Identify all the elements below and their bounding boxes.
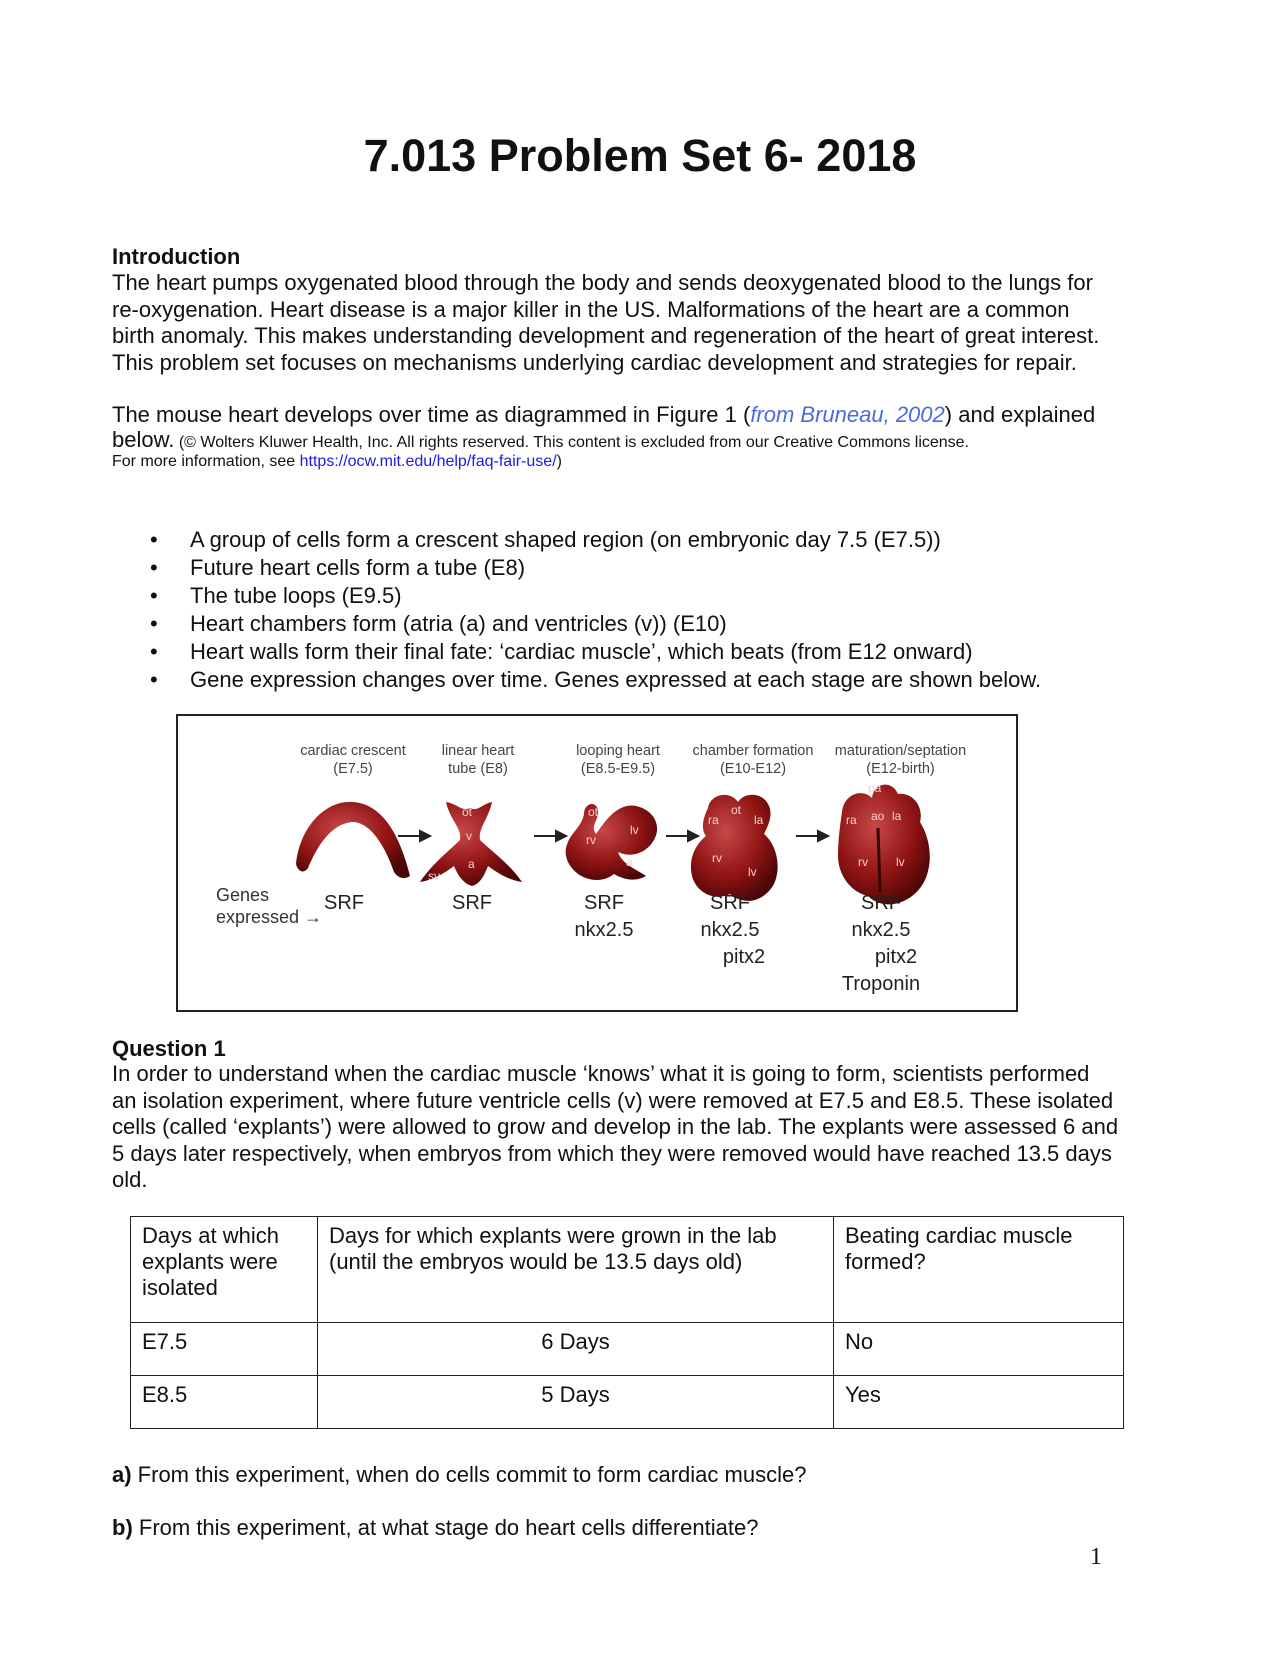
arrow-icon xyxy=(666,831,698,841)
stage-time: (E10-E12) xyxy=(719,761,787,777)
list-item-text: Heart walls form their final fate: ‘cardiac muscle’, which beats (from E12 onward) xyxy=(190,639,973,664)
question-b xyxy=(112,1515,758,1541)
table-cell: No xyxy=(834,1323,1124,1376)
label-rv-mature: rv xyxy=(858,855,868,869)
label-ot: ot xyxy=(462,805,473,819)
gene-name: nkx2.5 xyxy=(851,919,911,941)
gene-name: SRF xyxy=(710,892,750,914)
gene-name: SRF xyxy=(584,892,624,914)
label-v: v xyxy=(466,829,472,843)
question-1-line: old. xyxy=(112,1167,148,1192)
intro-line: This problem set focuses on mechanisms underlying cardiac development and strategies for repair. xyxy=(112,349,1077,375)
label-lv-mature: lv xyxy=(896,855,905,869)
label-sv: sv xyxy=(428,869,440,883)
label-ot-looping: ot xyxy=(588,805,599,819)
gene-name: SRF xyxy=(452,892,492,914)
genes-expressed-label xyxy=(216,884,322,928)
header-line: Days for which explants were grown in the lab xyxy=(329,1223,777,1248)
list-item xyxy=(150,610,1250,638)
table-cell: 6 Days xyxy=(318,1323,834,1376)
stage-name: maturation/septation xyxy=(834,743,967,759)
label-la: la xyxy=(754,813,764,827)
table-row xyxy=(131,1376,1124,1429)
question-a xyxy=(112,1462,806,1488)
genes-label-line: expressed → xyxy=(216,907,323,927)
gene-name: nkx2.5 xyxy=(700,919,760,941)
question-1-line: cells (called ‘explants’) were allowed to grow and develop in the lab. The explants were assessed 6 and xyxy=(112,1114,1119,1139)
table-cell: E7.5 xyxy=(131,1323,318,1376)
list-item xyxy=(150,666,1250,694)
stage-name: cardiac crescent xyxy=(300,743,406,759)
genes-crescent xyxy=(320,890,368,917)
figure-reference-text: The mouse heart develops over time as diagrammed in Figure 1 ( xyxy=(112,402,751,427)
question-a-text: From this experiment, when do cells commit to form cardiac muscle? xyxy=(131,1462,807,1487)
question-1-paragraph xyxy=(112,1061,1242,1194)
header-cell-beating xyxy=(834,1217,1124,1323)
stage-name: linear heart xyxy=(441,743,515,759)
table-cell: E8.5 xyxy=(131,1376,318,1429)
copyright-notice: (© Wolters Kluwer Health, Inc. All rights reserved. This content is excluded from our Creative Commons license. xyxy=(174,433,970,451)
label-ra: ra xyxy=(708,813,719,827)
table-row xyxy=(131,1323,1124,1376)
list-item xyxy=(150,582,1250,610)
list-item-text: Future heart cells form a tube (E8) xyxy=(190,555,526,580)
header-cell-grown xyxy=(318,1217,834,1323)
list-item-text: A group of cells form a crescent shaped region (on embryonic day 7.5 (E7.5)) xyxy=(190,527,941,552)
page-title: 7.013 Problem Set 6- 2018 xyxy=(363,130,917,181)
question-a-label: a) xyxy=(112,1462,132,1487)
label-rv: rv xyxy=(586,833,596,847)
list-item-text: Heart chambers form (atria (a) and ventricles (v)) (E10) xyxy=(190,611,727,636)
page-number: 1 xyxy=(1090,1544,1102,1570)
header-line: explants were xyxy=(142,1249,278,1274)
gene-name: nkx2.5 xyxy=(574,919,634,941)
list-item-text: Gene expression changes over time. Genes expressed at each stage are shown below. xyxy=(190,667,1042,692)
genes-looping xyxy=(564,890,644,944)
gene-name: SRF xyxy=(861,892,901,914)
genes-linear-tube xyxy=(448,890,496,917)
question-1-line: an isolation experiment, where future ventricle cells (v) were removed at E7.5 and E8.5. These isolated xyxy=(112,1087,1114,1113)
label-ot-chamber: ot xyxy=(731,803,742,817)
stage-time: (E8.5-E9.5) xyxy=(580,761,656,777)
label-ra-mature: ra xyxy=(846,813,857,827)
bullet-icon: • xyxy=(150,639,158,664)
looping-heart-shape xyxy=(566,804,657,880)
intro-line: birth anomaly. This makes understanding development and regeneration of the heart of great interest. xyxy=(112,323,1100,348)
arrow-icon xyxy=(398,831,430,841)
question-1-line: In order to understand when the cardiac muscle ‘knows’ what it is going to form, scientists performed xyxy=(112,1061,1090,1086)
header-cell-isolated xyxy=(131,1217,318,1323)
header-line: isolated xyxy=(142,1275,218,1300)
arrow-icon xyxy=(796,831,828,841)
list-item xyxy=(150,526,1250,554)
gene-name: SRF xyxy=(324,892,364,914)
header-line: Beating cardiac muscle xyxy=(845,1223,1073,1248)
mature-heart-septum xyxy=(878,828,880,892)
figure-reference-line xyxy=(112,402,1232,429)
label-a: a xyxy=(468,857,475,871)
label-la-mature: la xyxy=(892,809,902,823)
label-lv-chamber: lv xyxy=(748,865,757,879)
figure-reference-paragraph xyxy=(112,402,1232,471)
mature-heart-shape xyxy=(838,785,930,905)
arrow-icon xyxy=(534,831,566,841)
gene-name: pitx2 xyxy=(722,946,766,968)
list-item xyxy=(150,638,1250,666)
figure-reference-text-end: ) and explained xyxy=(944,402,1096,427)
development-steps-list xyxy=(150,526,1250,694)
stage-time: (E12-birth) xyxy=(866,761,935,777)
question-1-heading: Question 1 xyxy=(112,1036,226,1061)
header-line: Days at which xyxy=(142,1223,279,1248)
copyright-more-info xyxy=(112,452,1232,471)
faq-fair-use-link[interactable]: https://ocw.mit.edu/help/faq-fair-use/ xyxy=(299,452,557,470)
header-line: (until the embryos would be 13.5 days old) xyxy=(329,1249,743,1274)
bullet-icon: • xyxy=(150,611,158,636)
copyright-more-text: For more information, see xyxy=(112,452,300,470)
stage-name: chamber formation xyxy=(692,743,814,759)
label-rv-chamber: rv xyxy=(712,851,722,865)
label-a-looping: a xyxy=(626,855,633,869)
bullet-icon: • xyxy=(150,583,158,608)
bullet-icon: • xyxy=(150,527,158,552)
copyright-line xyxy=(112,426,1232,452)
genes-maturation xyxy=(826,890,936,998)
heart-development-figure xyxy=(176,714,1018,1012)
genes-label-line: Genes xyxy=(216,885,270,905)
cardiac-crescent-shape xyxy=(296,802,410,878)
intro-line: re-oxygenation. Heart disease is a major killer in the US. Malformations of the heart are a common xyxy=(112,296,1070,322)
intro-line: The heart pumps oxygenated blood through the body and sends deoxygenated blood to the lungs for xyxy=(112,270,1093,295)
label-pa: pa xyxy=(868,781,882,795)
header-line: formed? xyxy=(845,1249,926,1274)
gene-name: pitx2 xyxy=(874,946,918,968)
question-1-line: 5 days later respectively, when embryos from which they were removed would have reached 13.5 days xyxy=(112,1140,1112,1166)
stage-time: tube (E8) xyxy=(448,761,508,777)
intro-heading: Introduction xyxy=(112,244,241,269)
bullet-icon: • xyxy=(150,667,158,692)
stage-time: (E7.5) xyxy=(333,761,373,777)
label-lv: lv xyxy=(630,823,639,837)
below-word: below. xyxy=(112,426,175,452)
copyright-close-paren: ) xyxy=(556,452,562,470)
table-header-row xyxy=(131,1217,1124,1323)
gene-name: Troponin xyxy=(841,973,921,995)
genes-chamber xyxy=(690,890,770,971)
question-b-text: From this experiment, at what stage do heart cells differentiate? xyxy=(132,1515,759,1540)
table-cell: Yes xyxy=(834,1376,1124,1429)
table-cell: 5 Days xyxy=(318,1376,834,1429)
intro-paragraph xyxy=(112,270,1212,376)
list-item-text: The tube loops (E9.5) xyxy=(190,583,402,608)
question-b-label: b) xyxy=(112,1515,133,1540)
bullet-icon: • xyxy=(150,555,158,580)
explant-results-table xyxy=(130,1216,1124,1429)
stage-name: looping heart xyxy=(576,743,660,759)
bruneau-citation-link[interactable]: from Bruneau, 2002 xyxy=(750,402,945,427)
label-ao: ao xyxy=(871,809,885,823)
list-item xyxy=(150,554,1250,582)
